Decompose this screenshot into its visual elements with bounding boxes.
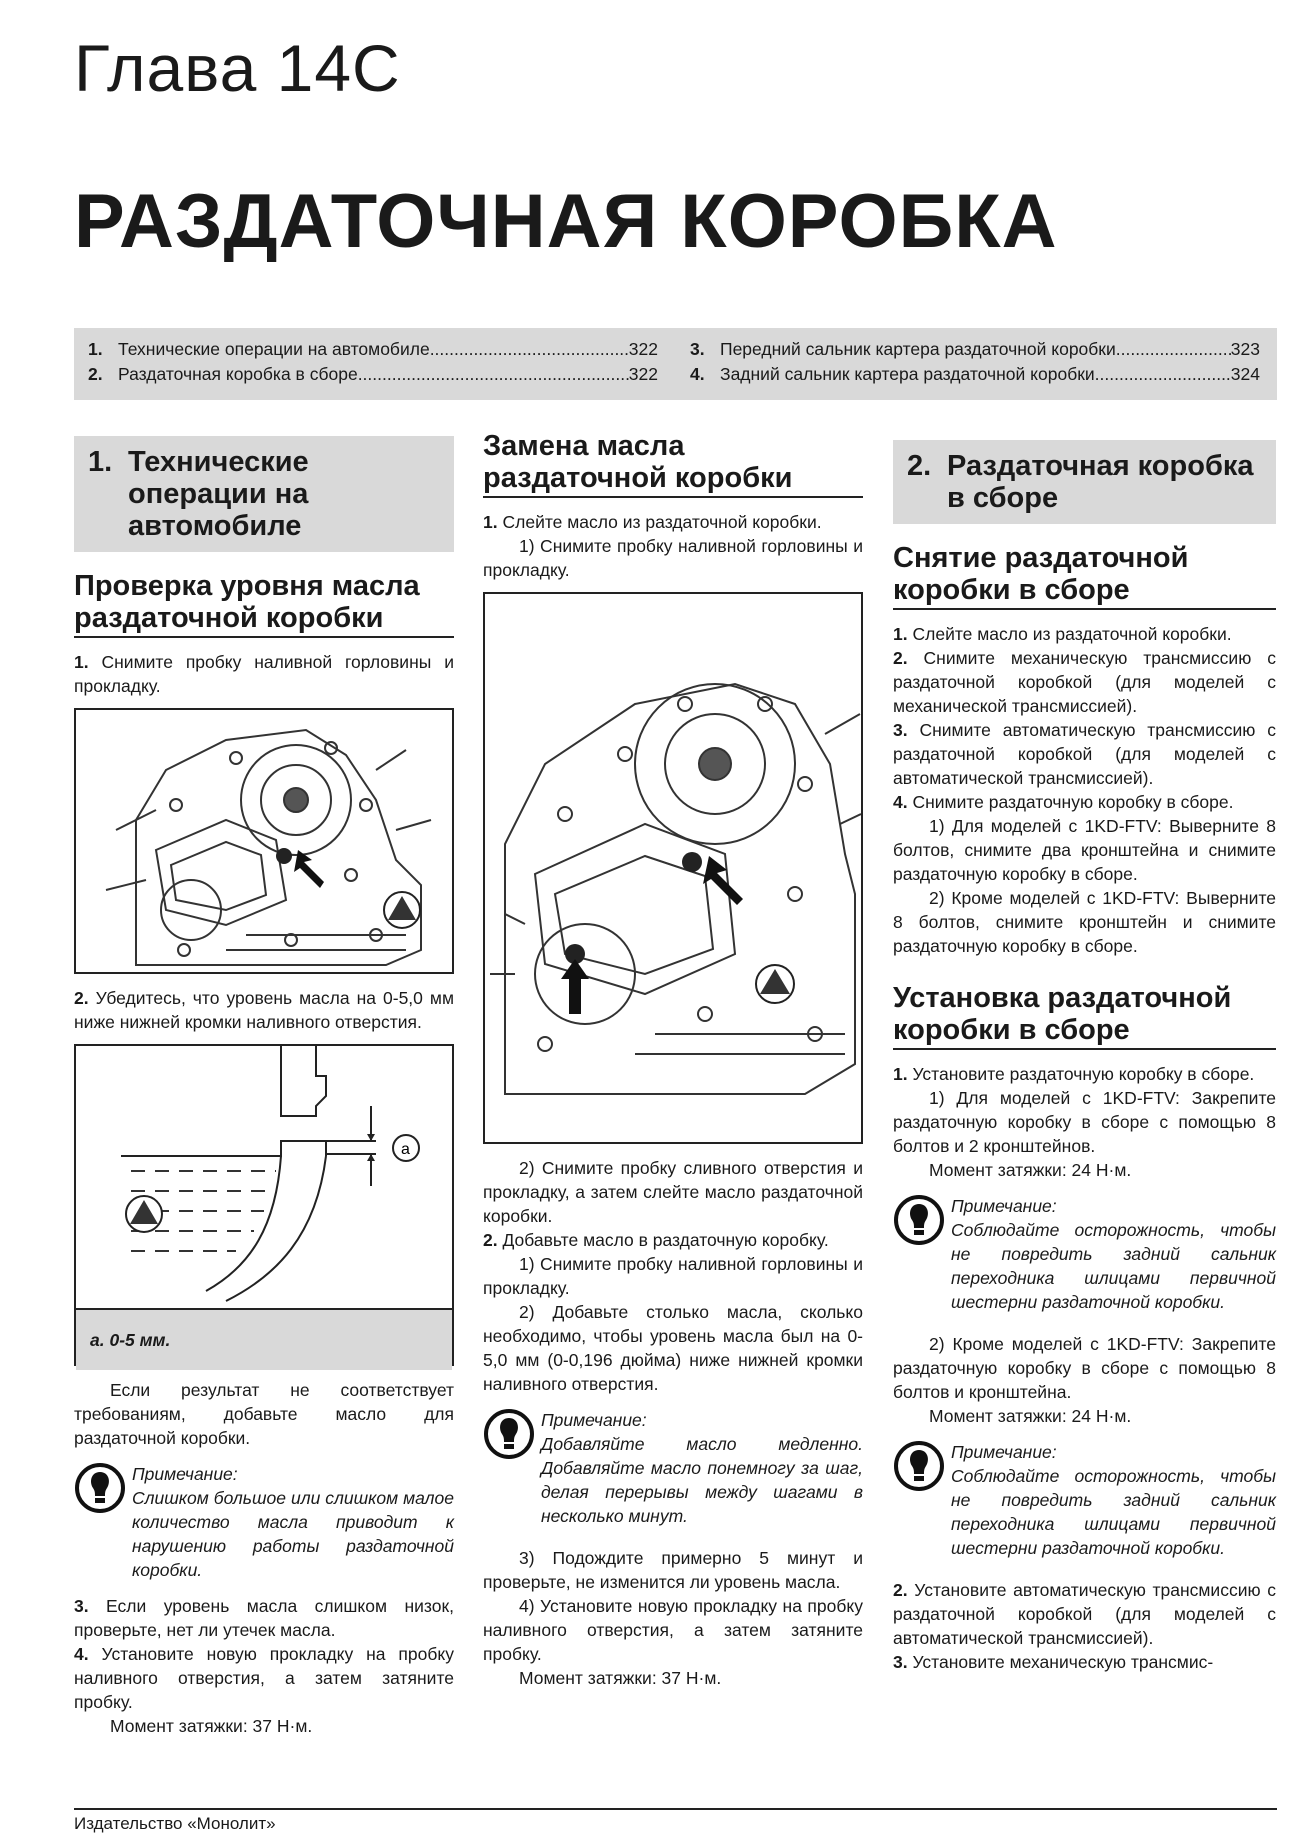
publisher-footer: Издательство «Монолит»: [74, 1814, 276, 1833]
note: [483, 1408, 863, 1528]
lightbulb-icon: [893, 1440, 951, 1560]
toc-item[interactable]: 3. Передний сальник картера раздаточной коробки ..... 323: [690, 337, 1260, 362]
step: 3. Снимите автоматическую трансмиссию с раздаточной коробкой (для моделей с автоматической трансмиссией).: [893, 720, 1276, 788]
torque-spec: Момент затяжки: 37 Н·м.: [110, 1716, 313, 1736]
arrow-icon: [561, 959, 589, 1014]
step: 4. Снимите раздаточную коробку в сборе.: [893, 792, 1234, 812]
page-title: РАЗДАТОЧНАЯ КОРОБКА: [74, 179, 1058, 264]
paragraph: Если результат не соответствует требованиям, добавьте масло для раздаточной коробки.: [74, 1380, 454, 1448]
substep: 2) Кроме моделей с 1KD-FTV: Выверните 8 болтов, снимите кронштейн и снимите раздаточную коробку в сборе.: [893, 888, 1276, 956]
oil-level-diagram: [76, 1046, 452, 1302]
note-label: Примечание:: [541, 1410, 647, 1430]
substep: 1) Для моделей с 1KD-FTV: Выверните 8 болтов, снимите два кронштейна и снимите раздаточную коробку в сборе.: [893, 816, 1276, 884]
transfer-case-drawing: [76, 710, 452, 972]
note-text: Слишком большое или слишком малое количество масла приводит к нарушению работы раздаточной коробки.: [132, 1488, 454, 1580]
arrow-icon: [703, 856, 743, 905]
torque-spec: Момент затяжки: 24 Н·м.: [929, 1406, 1132, 1426]
warning-triangle-icon: [384, 892, 420, 928]
toc-item[interactable]: 2. Раздаточная коробка в сборе ..... 322: [88, 362, 658, 387]
section-heading: 1. Технические операции на автомобиле: [74, 436, 454, 552]
figure-transfer-case-fill-plug: [74, 708, 454, 974]
note-label: Примечание:: [132, 1464, 238, 1484]
note: [74, 1462, 454, 1582]
substep: 3) Подождите примерно 5 минут и проверьте, не изменится ли уровень масла.: [483, 1548, 863, 1592]
step: 3. Установите механическую трансмис-: [893, 1652, 1214, 1672]
note-label: Примечание:: [951, 1442, 1057, 1462]
toc-item[interactable]: 4. Задний сальник картера раздаточной коробки ..... 324: [690, 362, 1260, 387]
torque-spec: Момент затяжки: 37 Н·м.: [519, 1668, 722, 1688]
substep: 2) Снимите пробку сливного отверстия и прокладку, а затем слейте масло раздаточной коробки.: [483, 1158, 863, 1226]
dimension-label: a: [401, 1141, 410, 1158]
torque-spec: Момент затяжки: 24 Н·м.: [929, 1160, 1132, 1180]
warning-triangle-icon: [756, 965, 794, 1003]
substep: 1) Снимите пробку наливной горловины и прокладку.: [483, 1254, 863, 1298]
figure-transfer-case-drain-plug: [483, 592, 863, 1144]
substep: 4) Установите новую прокладку на пробку наливного отверстия, а затем затяните пробку.: [483, 1596, 863, 1664]
lightbulb-icon: [74, 1462, 132, 1582]
substep: 2) Добавьте столько масла, сколько необходимо, чтобы уровень масла был на 0-5,0 мм (0-0,196 дюйма) ниже нижней кромки наливного отверстия.: [483, 1302, 863, 1394]
note-text: Добавляйте масло медленно. Добавляйте масло понемногу за шаг, делая перерывы между шагами в несколько минут.: [541, 1434, 863, 1526]
subsection-heading: Проверка уровня масла раздаточной коробки: [74, 570, 454, 638]
lightbulb-icon: [893, 1194, 951, 1314]
step: 2. Убедитесь, что уровень масла на 0-5,0 мм ниже нижней кромки наливного отверстия.: [74, 988, 454, 1032]
step: 2. Снимите механическую трансмиссию с раздаточной коробкой (для моделей с механической трансмиссией).: [893, 648, 1276, 716]
warning-triangle-icon: [126, 1196, 162, 1232]
note: [893, 1194, 1276, 1314]
toc-item[interactable]: 1. Технические операции на автомобиле ..... 322: [88, 337, 658, 362]
column-1: [74, 436, 454, 1738]
substep: 2) Кроме моделей с 1KD-FTV: Закрепите раздаточную коробку в сборе с помощью 8 болтов и кронштейна.: [893, 1334, 1276, 1402]
column-2: [483, 430, 863, 1690]
subsection-heading: Снятие раздаточной коробки в сборе: [893, 542, 1276, 610]
step: 2. Добавьте масло в раздаточную коробку.: [483, 1230, 829, 1250]
section-heading: 2. Раздаточная коробка в сборе: [893, 440, 1276, 524]
note-label: Примечание:: [951, 1196, 1057, 1216]
subsection-heading: Установка раздаточной коробки в сборе: [893, 982, 1276, 1050]
substep: 1) Снимите пробку наливной горловины и прокладку.: [483, 536, 863, 580]
arrow-icon: [294, 850, 324, 888]
substep: 1) Для моделей с 1KD-FTV: Закрепите раздаточную коробку в сборе с помощью 8 болтов и 2 кронштейнов.: [893, 1088, 1276, 1156]
step: 1. Слейте масло из раздаточной коробки.: [893, 624, 1232, 644]
note-text: Соблюдайте осторожность, чтобы не повредить задний сальник переходника шлицами первичной шестерни раздаточной коробки.: [951, 1466, 1276, 1558]
table-of-contents: [74, 328, 1277, 400]
column-3: [893, 440, 1276, 1674]
step: 1. Установите раздаточную коробку в сборе.: [893, 1064, 1255, 1084]
note: [893, 1440, 1276, 1560]
step: 1. Слейте масло из раздаточной коробки.: [483, 512, 822, 532]
step: 4. Установите новую прокладку на пробку наливного отверстия, а затем затяните пробку.: [74, 1644, 454, 1712]
figure-caption: а. 0-5 мм.: [76, 1308, 452, 1370]
figure-oil-level: [74, 1044, 454, 1366]
transfer-case-drawing: [485, 594, 861, 1142]
step: 1. Снимите пробку наливной горловины и прокладку.: [74, 652, 454, 696]
step: 2. Установите автоматическую трансмиссию с раздаточной коробкой (для моделей с автоматической трансмиссией).: [893, 1580, 1276, 1648]
note-text: Соблюдайте осторожность, чтобы не повредить задний сальник переходника шлицами первичной шестерни раздаточной коробки.: [951, 1220, 1276, 1312]
footer-divider: [74, 1808, 1277, 1810]
step: 3. Если уровень масла слишком низок, проверьте, нет ли утечек масла.: [74, 1596, 454, 1640]
subsection-heading: Замена масла раздаточной коробки: [483, 430, 863, 498]
lightbulb-icon: [483, 1408, 541, 1528]
chapter-label: Глава 14С: [74, 31, 401, 105]
